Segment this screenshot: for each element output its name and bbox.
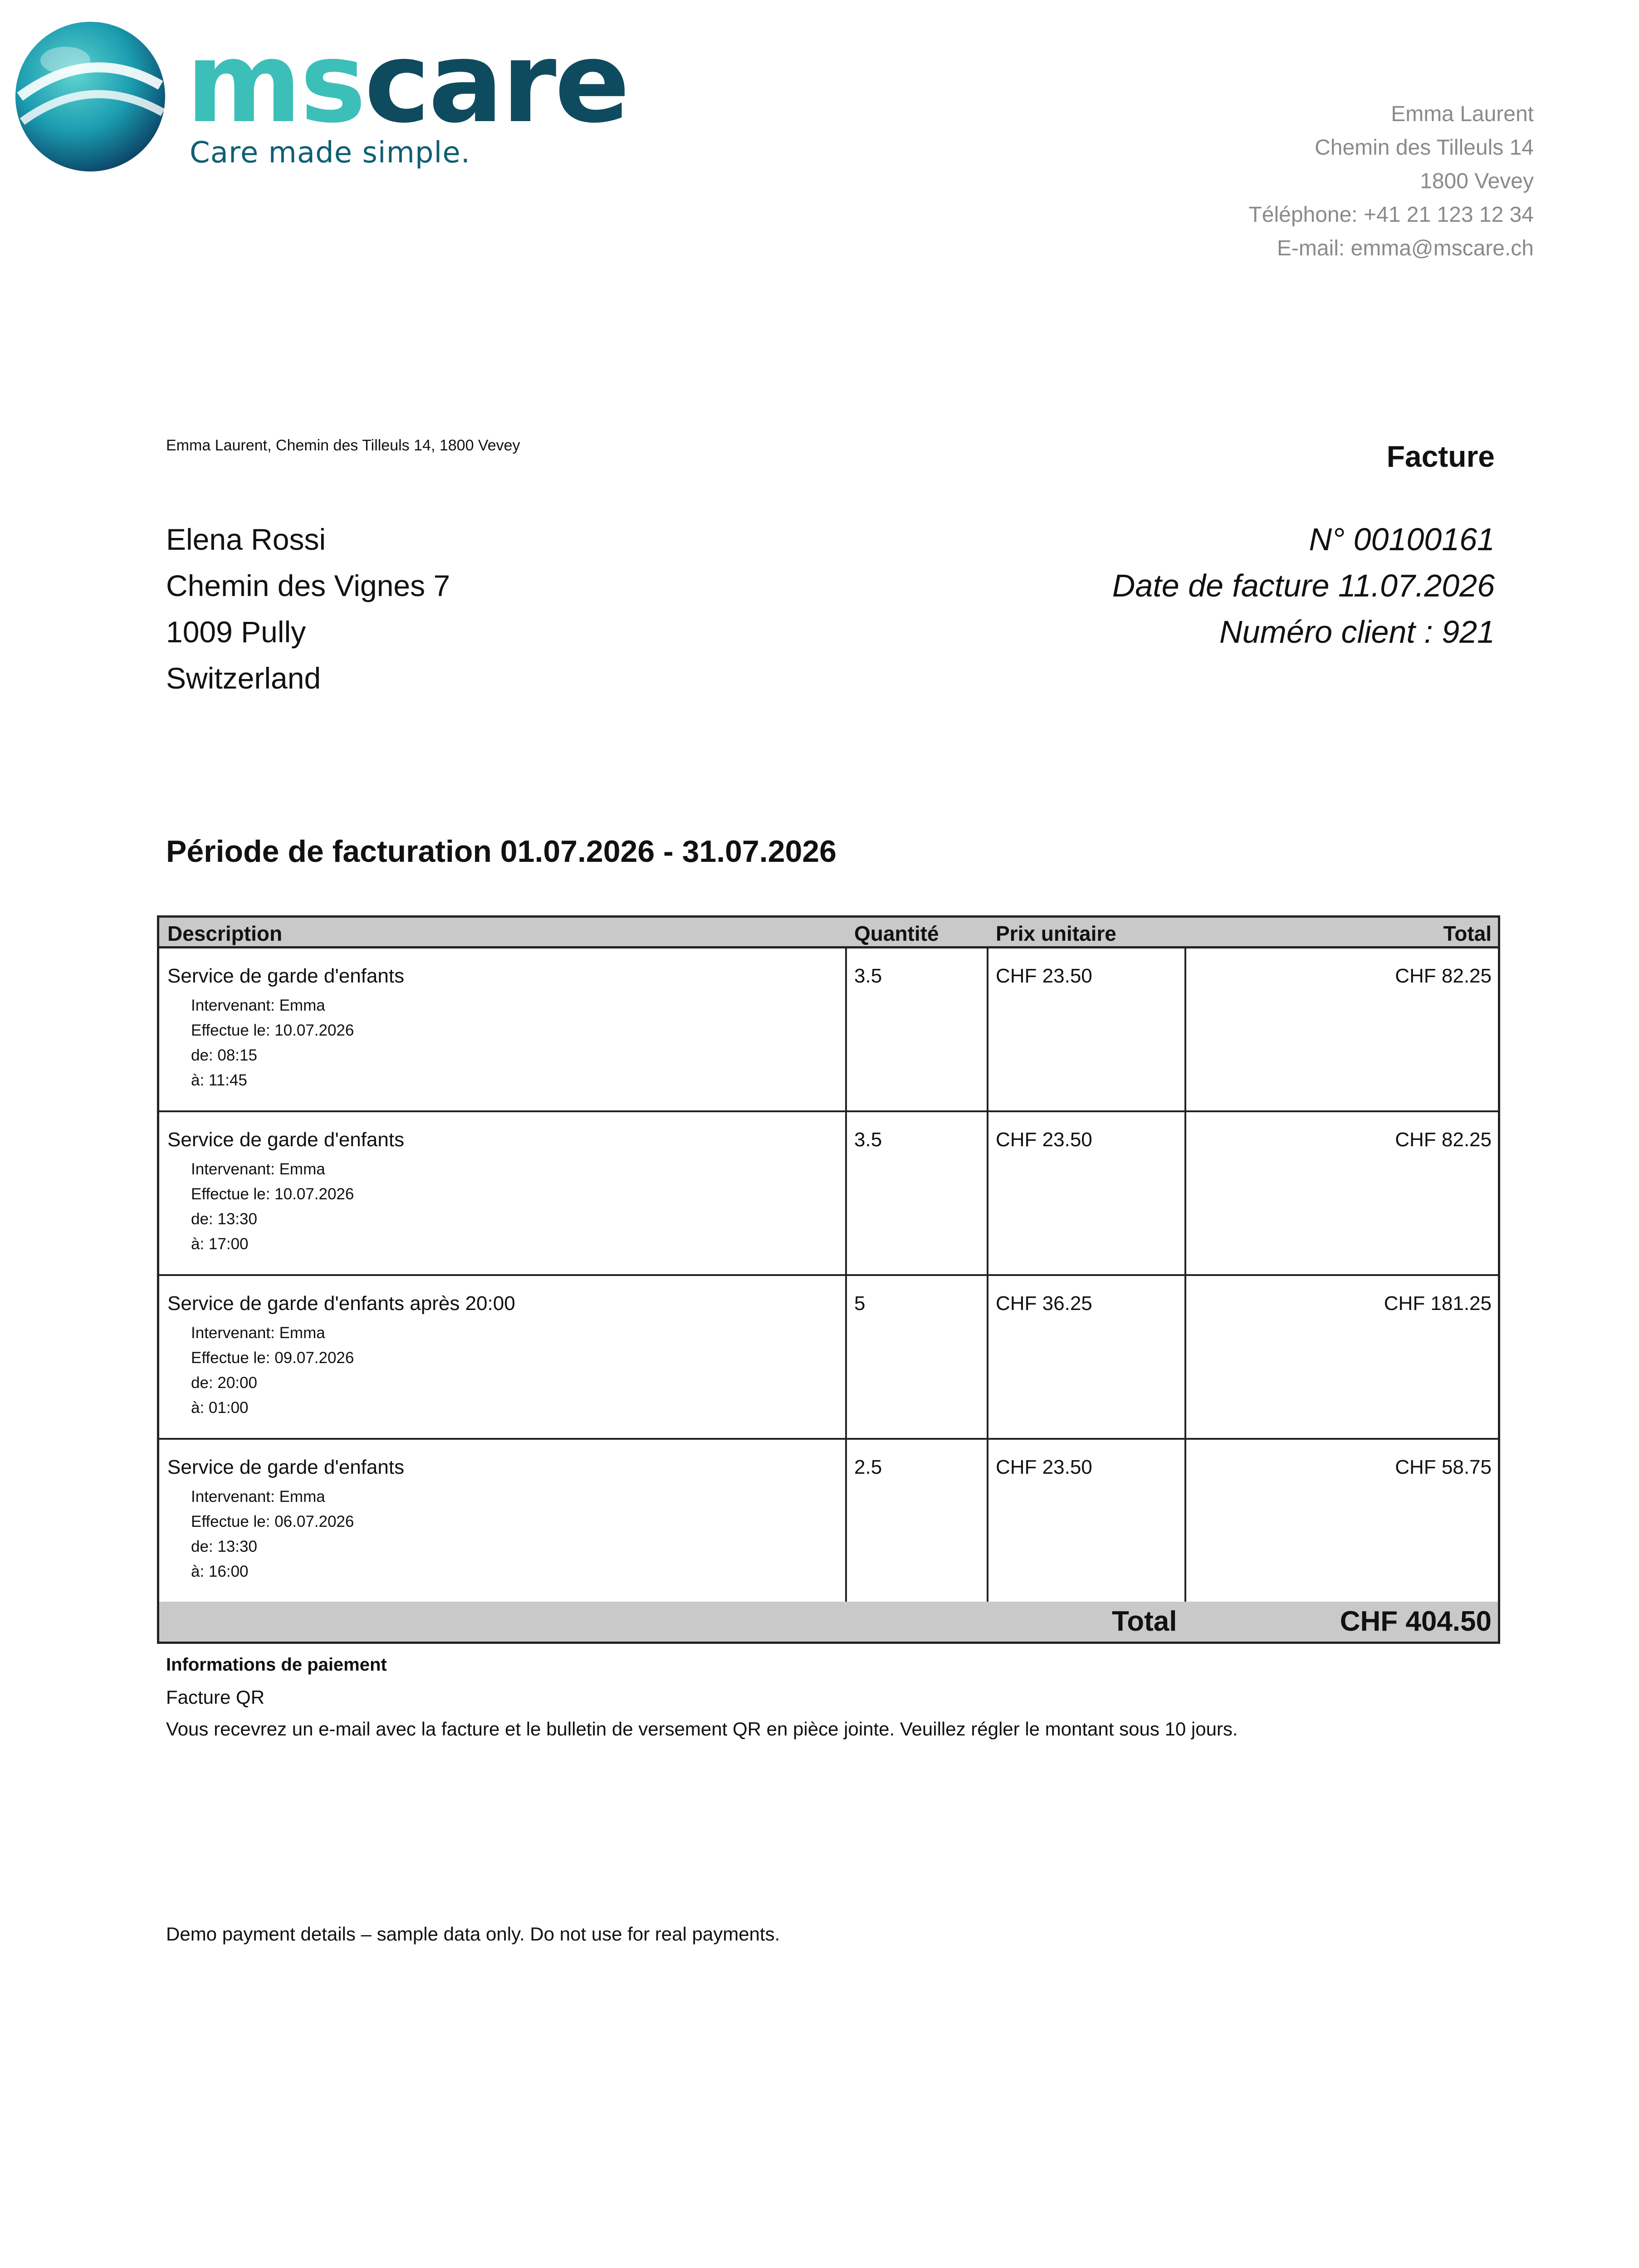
payment-heading: Informations de paiement xyxy=(166,1655,387,1675)
row-total: CHF 181.25 xyxy=(1384,1292,1492,1315)
header-total: Total xyxy=(1443,922,1492,945)
demo-disclaimer: Demo payment details – sample data only. Do not use for real payments. xyxy=(166,1923,780,1945)
row-provider: Intervenant: Emma xyxy=(191,997,325,1014)
row-description: Service de garde d'enfants xyxy=(167,965,405,987)
row-description: Service de garde d'enfants après 20:00 xyxy=(167,1292,515,1315)
recipient-name: Elena Rossi xyxy=(166,523,326,556)
row-from: de: 13:30 xyxy=(191,1210,257,1228)
sender-street: Chemin des Tilleuls 14 xyxy=(1315,136,1534,160)
row-quantity: 2.5 xyxy=(854,1456,882,1478)
row-from: de: 13:30 xyxy=(191,1538,257,1555)
row-to: à: 01:00 xyxy=(191,1399,249,1417)
header-description: Description xyxy=(167,922,283,945)
row-to: à: 17:00 xyxy=(191,1235,249,1253)
row-provider: Intervenant: Emma xyxy=(191,1324,325,1342)
table-row xyxy=(159,948,1498,1112)
row-unit-price: CHF 36.25 xyxy=(996,1292,1092,1315)
row-total: CHF 82.25 xyxy=(1395,965,1492,987)
brand-wordmark: mscare xyxy=(186,18,628,147)
header-unit-price: Prix unitaire xyxy=(996,922,1116,945)
row-description: Service de garde d'enfants xyxy=(167,1129,405,1151)
column-divider xyxy=(1184,948,1186,1613)
row-quantity: 3.5 xyxy=(854,1129,882,1151)
row-unit-price: CHF 23.50 xyxy=(996,965,1092,987)
brand-tagline: Care made simple. xyxy=(190,136,471,170)
invoice-table xyxy=(157,915,1500,1644)
row-quantity: 5 xyxy=(854,1292,866,1315)
row-total: CHF 58.75 xyxy=(1395,1456,1492,1478)
row-from: de: 08:15 xyxy=(191,1046,257,1064)
row-provider: Intervenant: Emma xyxy=(191,1488,325,1505)
row-description: Service de garde d'enfants xyxy=(167,1456,405,1478)
total-label: Total xyxy=(1112,1606,1177,1637)
sender-city: 1800 Vevey xyxy=(1420,169,1534,193)
invoice-date: Date de facture 11.07.2026 xyxy=(1112,568,1495,603)
globe-logo-icon xyxy=(11,17,170,176)
sender-address xyxy=(1248,98,1534,265)
sender-phone: Téléphone: +41 21 123 12 34 xyxy=(1248,203,1534,227)
row-quantity: 3.5 xyxy=(854,965,882,987)
table-row xyxy=(159,1440,1498,1603)
column-divider xyxy=(845,948,847,1613)
column-divider xyxy=(987,948,988,1613)
sender-name: Emma Laurent xyxy=(1391,102,1534,126)
recipient-street: Chemin des Vignes 7 xyxy=(166,569,450,602)
sender-email: E-mail: emma@mscare.ch xyxy=(1277,236,1534,260)
table-header xyxy=(159,918,1498,948)
total-value: CHF 404.50 xyxy=(1340,1606,1492,1637)
total-row xyxy=(159,1602,1498,1642)
row-to: à: 11:45 xyxy=(191,1071,247,1089)
payment-method: Facture QR xyxy=(166,1686,265,1708)
row-from: de: 20:00 xyxy=(191,1374,257,1392)
invoice-meta xyxy=(1112,516,1495,655)
row-to: à: 16:00 xyxy=(191,1563,249,1580)
return-address-line: Emma Laurent, Chemin des Tilleuls 14, 1800 Vevey xyxy=(166,437,520,454)
document-title: Facture xyxy=(1386,440,1495,473)
row-date: Effectue le: 10.07.2026 xyxy=(191,1022,354,1039)
table-row xyxy=(159,1112,1498,1276)
billing-period: Période de facturation 01.07.2026 - 31.07.2026 xyxy=(166,834,837,869)
header-quantity: Quantité xyxy=(854,922,939,945)
payment-note: Vous recevrez un e-mail avec la facture et le bulletin de versement QR en pièce jointe. Veuillez régler le montant sous 10 jours. xyxy=(166,1718,1238,1740)
row-date: Effectue le: 10.07.2026 xyxy=(191,1185,354,1203)
row-date: Effectue le: 06.07.2026 xyxy=(191,1513,354,1530)
row-unit-price: CHF 23.50 xyxy=(996,1129,1092,1151)
table-row xyxy=(159,1276,1498,1440)
invoice-number: N° 00100161 xyxy=(1309,522,1495,557)
recipient-country: Switzerland xyxy=(166,661,321,695)
client-number: Numéro client : 921 xyxy=(1219,614,1495,650)
recipient-address xyxy=(166,516,450,701)
row-unit-price: CHF 23.50 xyxy=(996,1456,1092,1478)
row-provider: Intervenant: Emma xyxy=(191,1160,325,1178)
row-date: Effectue le: 09.07.2026 xyxy=(191,1349,354,1367)
row-total: CHF 82.25 xyxy=(1395,1129,1492,1151)
recipient-city: 1009 Pully xyxy=(166,615,306,649)
